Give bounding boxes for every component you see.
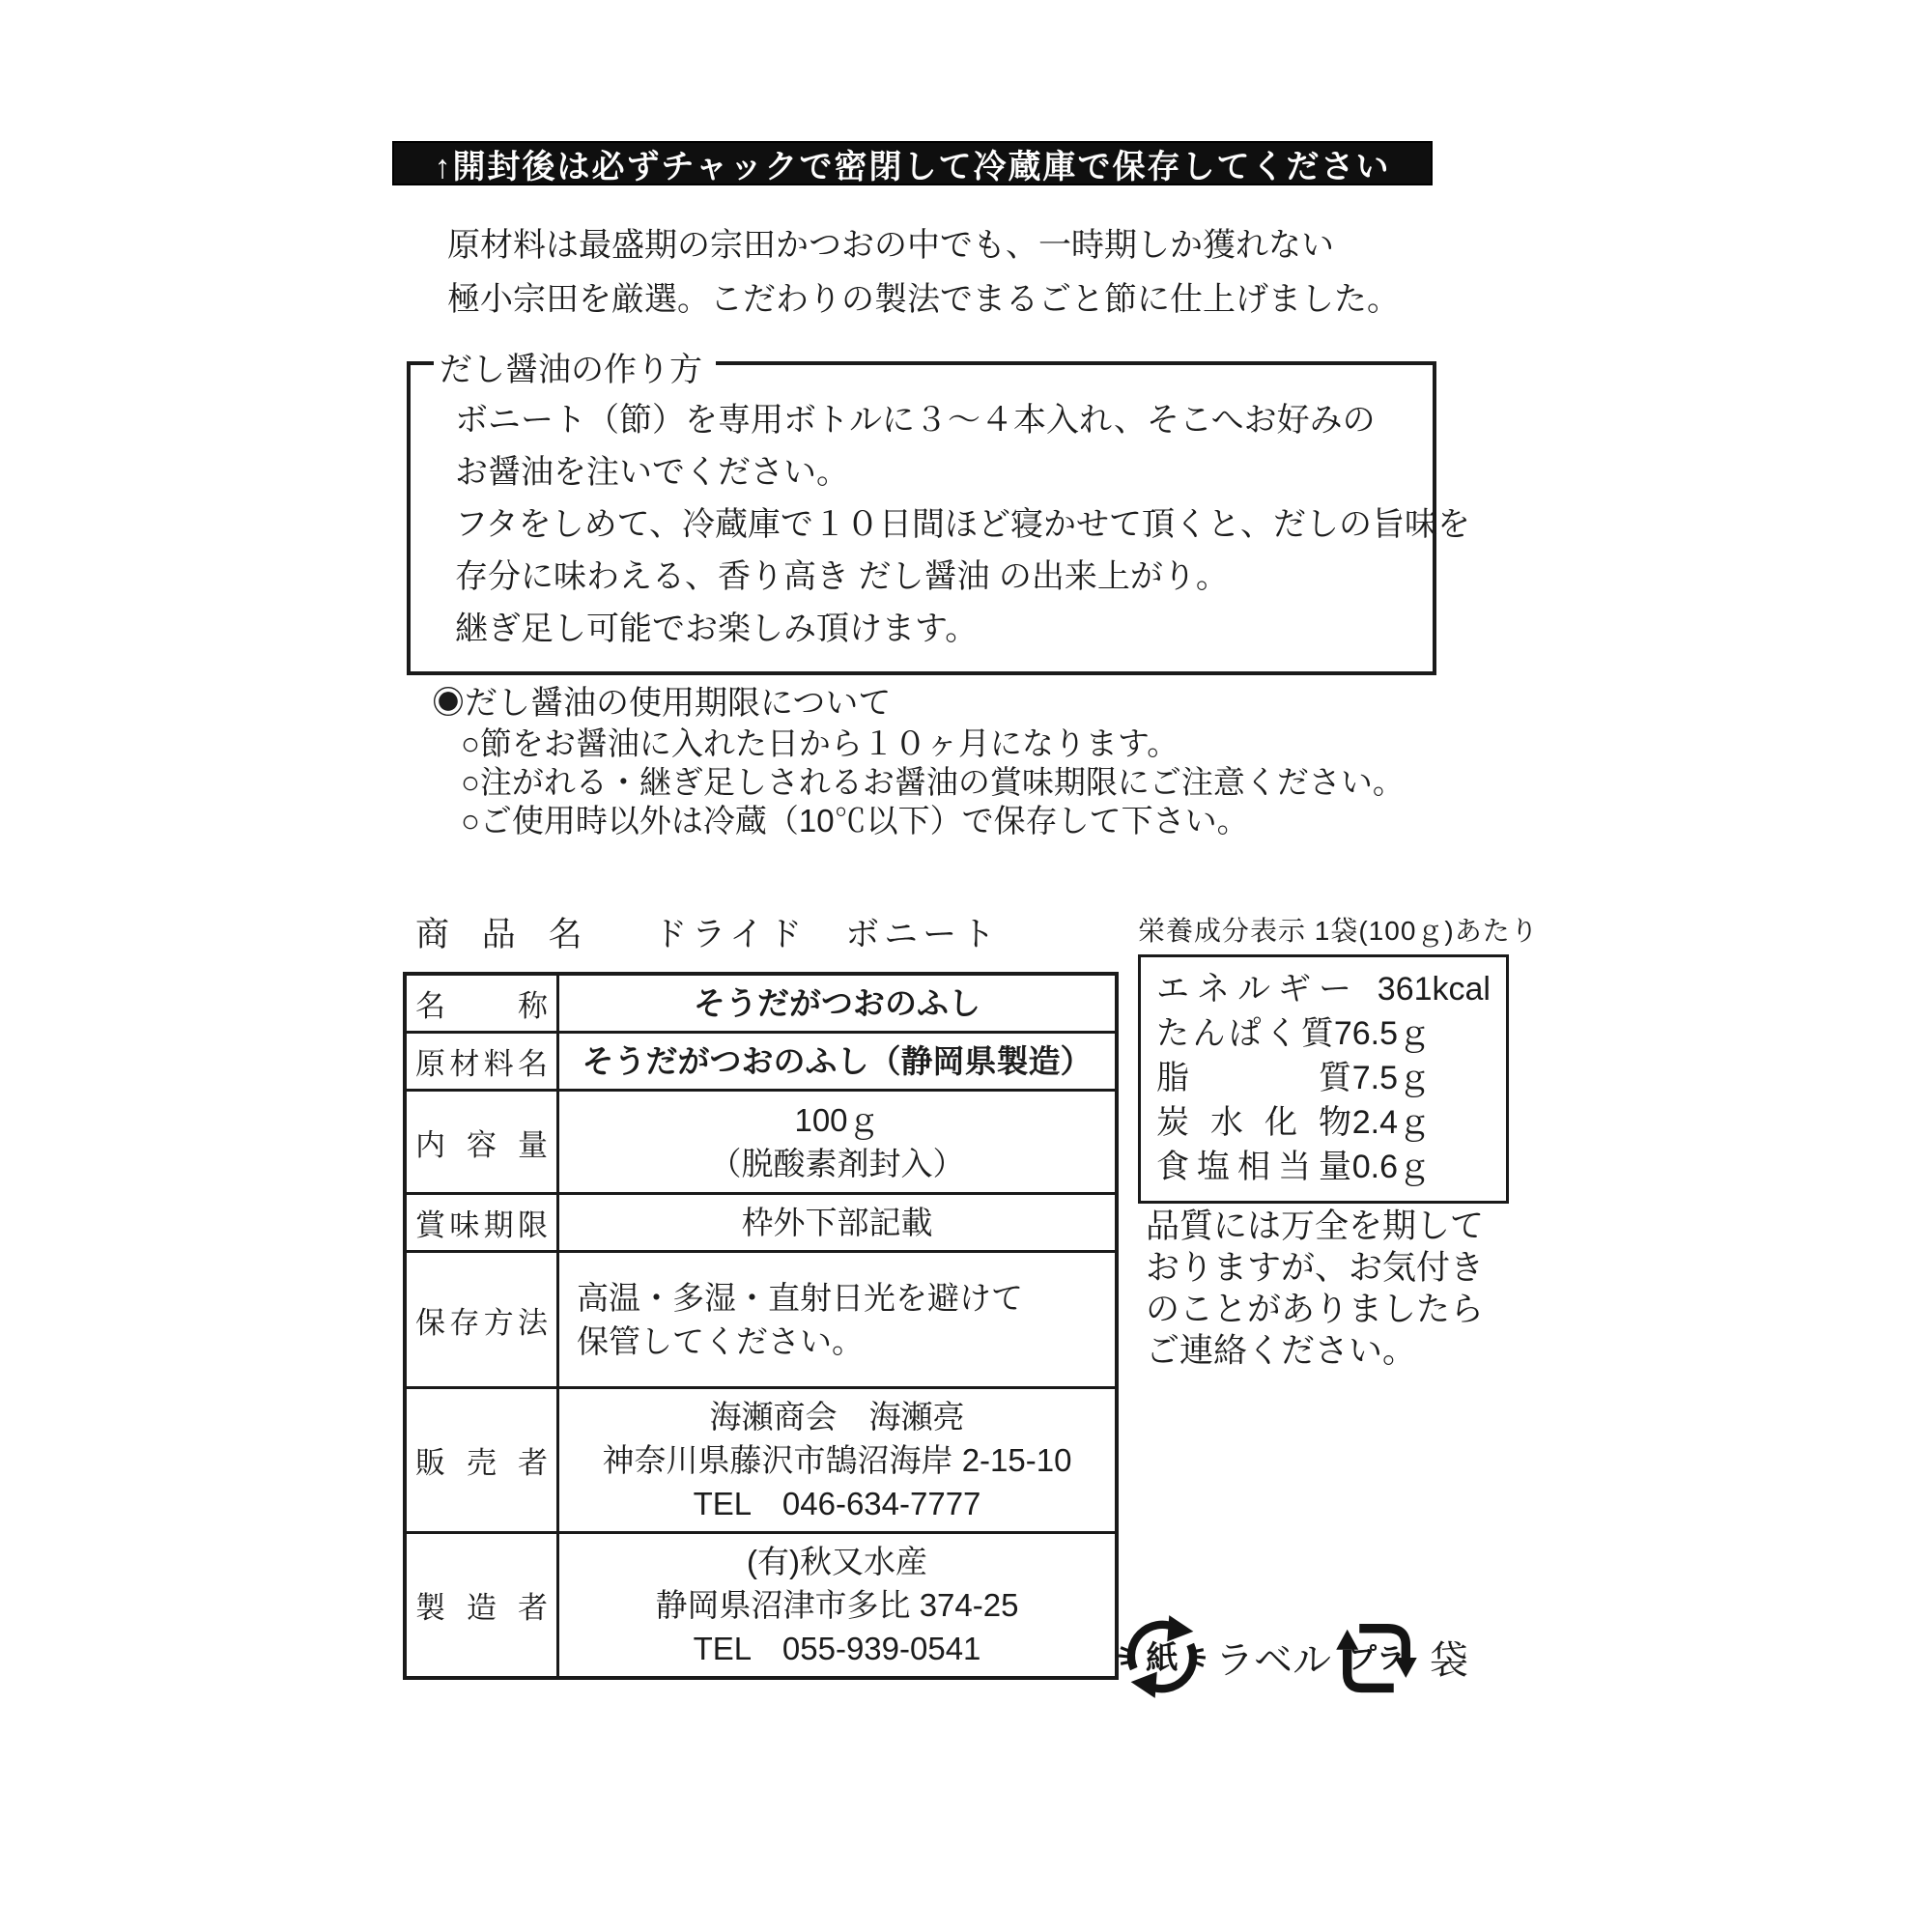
nutrition-label: 炭水化物 bbox=[1156, 1104, 1351, 1141]
plastic-recycle-label: 袋 bbox=[1430, 1638, 1468, 1682]
nutrition-label: たんぱく質 bbox=[1156, 1015, 1334, 1052]
row-value: (有)秋又水産 静岡県沼津市多比 374-25 TEL 055-939-0541 bbox=[655, 1544, 1019, 1666]
table-row-storage bbox=[407, 1250, 1115, 1386]
nutrition-row bbox=[1156, 1145, 1491, 1189]
product-name-value: ドライド ボニート bbox=[653, 916, 1001, 953]
plastic-recycle-mark bbox=[1331, 1611, 1468, 1702]
row-label: 保存方法 bbox=[407, 1253, 559, 1386]
row-label: 賞味期限 bbox=[407, 1195, 559, 1250]
row-value: 100ｇ （脱酸素剤封入） bbox=[709, 1102, 965, 1181]
table-row-ingredients bbox=[407, 1031, 1115, 1089]
nutrition-row bbox=[1156, 967, 1491, 1011]
usage-item: ○ご使用時以外は冷蔵（10℃以下）で保存して下さい。 bbox=[461, 803, 1249, 838]
storage-banner: ↑開封後は必ずチャックで密閉して冷蔵庫で保存してください bbox=[392, 141, 1433, 185]
product-name-label: 商 品 名 bbox=[415, 916, 594, 953]
intro-line: 原材料は最盛期の宗田かつおの中でも、一時期しか獲れない bbox=[447, 227, 1334, 264]
nutrition-row bbox=[1156, 1011, 1491, 1056]
table-row-contents bbox=[407, 1089, 1115, 1192]
nutrition-value: 2.4ｇ bbox=[1351, 1104, 1431, 1141]
recipe-line: ボニート（節）を専用ボトルに３～４本入れ、そこへお好みの bbox=[455, 402, 1376, 439]
paper-recycle-icon bbox=[1117, 1611, 1208, 1702]
product-name-header bbox=[415, 908, 1000, 956]
row-label: 販売者 bbox=[407, 1389, 559, 1531]
recipe-line: 存分に味わえる、香り高き だし醤油 の出来上がり。 bbox=[455, 558, 1229, 595]
recipe-line: フタをしめて、冷蔵庫で１０日間ほど寝かせて頂くと、だしの旨味を bbox=[455, 506, 1470, 543]
paper-recycle-label: ラベル bbox=[1215, 1638, 1331, 1682]
recipe-instructions bbox=[411, 365, 1470, 655]
nutrition-value: 7.5ｇ bbox=[1351, 1060, 1431, 1096]
row-value: そうだがつおのふし bbox=[694, 985, 980, 1021]
paper-recycle-mark bbox=[1117, 1611, 1331, 1702]
recipe-line: お醤油を注いでください。 bbox=[455, 454, 849, 491]
usage-item: ○注がれる・継ぎ足しされるお醤油の賞味期限にご注意ください。 bbox=[461, 764, 1405, 800]
plastic-recycle-icon bbox=[1331, 1611, 1422, 1702]
recipe-line: 継ぎ足し可能でお楽しみ頂けます。 bbox=[455, 611, 979, 647]
nutrition-value: 76.5ｇ bbox=[1333, 1015, 1431, 1052]
svg-text:紙: 紙 bbox=[1146, 1640, 1179, 1677]
nutrition-label: エネルギー bbox=[1156, 971, 1351, 1008]
row-label: 内容量 bbox=[407, 1092, 559, 1192]
usage-heading: ◉だし醤油の使用期限について bbox=[432, 685, 892, 722]
row-value: そうだがつおのふし（静岡県製造） bbox=[582, 1043, 1093, 1079]
table-row-manufacturer bbox=[407, 1531, 1115, 1676]
nutrition-value: 361kcal bbox=[1377, 971, 1491, 1008]
row-label: 製造者 bbox=[407, 1534, 559, 1676]
table-row-name bbox=[407, 976, 1115, 1031]
nutrition-label: 食塩相当量 bbox=[1156, 1149, 1351, 1185]
intro-text bbox=[447, 218, 1400, 327]
row-value: 海瀬商会 海瀬亮 神奈川県藤沢市鵠沼海岸 2-15-10 TEL 046-634-7777 bbox=[602, 1399, 1072, 1521]
nutrition-box bbox=[1138, 954, 1509, 1204]
usage-notes bbox=[432, 682, 1405, 840]
table-row-best-before bbox=[407, 1192, 1115, 1250]
row-value: 高温・多湿・直射日光を避けて 保管してください。 bbox=[577, 1280, 1023, 1359]
table-row-seller bbox=[407, 1386, 1115, 1531]
quality-note: 品質には万全を期して おりますが、お気付き のことがありましたら ご連絡ください。 bbox=[1146, 1208, 1485, 1370]
nutrition-row bbox=[1156, 1056, 1491, 1100]
nutrition-label: 脂質 bbox=[1156, 1060, 1351, 1096]
intro-line: 極小宗田を厳選。こだわりの製法でまるごと節に仕上げました。 bbox=[447, 281, 1400, 318]
nutrition-value: 0.6ｇ bbox=[1351, 1149, 1431, 1185]
row-value: 枠外下部記載 bbox=[741, 1205, 933, 1240]
nutrition-title: 栄養成分表示 1袋(100ｇ)あたり bbox=[1138, 916, 1539, 946]
product-table bbox=[403, 972, 1119, 1680]
recipe-box-title: だし醤油の作り方 bbox=[434, 343, 716, 390]
usage-item: ○節をお醤油に入れた日から１０ヶ月になります。 bbox=[461, 725, 1179, 761]
nutrition-row bbox=[1156, 1100, 1491, 1145]
row-label: 原材料名 bbox=[407, 1034, 559, 1089]
recipe-box bbox=[407, 352, 1470, 675]
row-label: 名称 bbox=[407, 976, 559, 1031]
svg-text:プラ: プラ bbox=[1348, 1643, 1406, 1675]
